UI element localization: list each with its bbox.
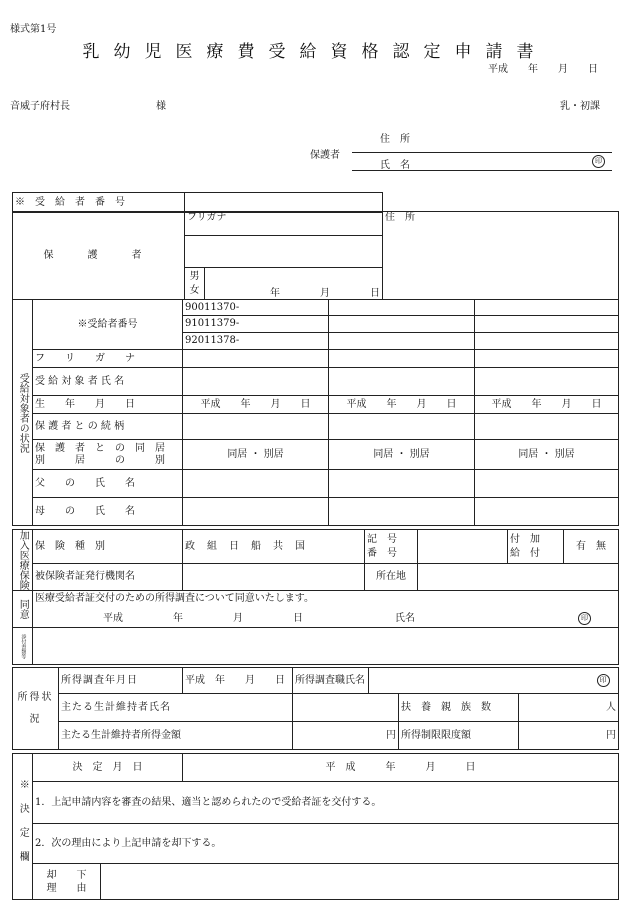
furigana-label: フ リ ガ ナ — [33, 350, 183, 368]
child-1-name[interactable] — [183, 368, 329, 396]
guardian-address[interactable]: 住 所 — [383, 212, 619, 300]
survey-date-label: 所得調査年月日 — [59, 668, 183, 694]
main-income-label: 主たる生計維持者所得金額 — [59, 722, 293, 750]
applicant-role-label: 保護者 — [310, 150, 340, 161]
guardian-furigana[interactable]: フリガナ — [185, 212, 383, 236]
attachments-field[interactable] — [33, 628, 619, 665]
mother-name-label: 母 の 氏 名 — [33, 498, 183, 526]
child-recipient-number-label: ※受給者番号 — [33, 300, 183, 350]
child-2-name[interactable] — [329, 368, 475, 396]
child-2-father[interactable] — [329, 470, 475, 498]
female-option[interactable]: 女 — [189, 284, 200, 296]
recipient-number-label: ※ 受 給 者 番 号 — [13, 193, 185, 213]
child-number-1: 90011370- — [183, 300, 329, 316]
consent-seal: 印 — [578, 612, 591, 625]
decision-side-label: ※決定欄 — [13, 754, 33, 900]
income-side-label: 所得状況 — [13, 668, 59, 750]
child-2-number-extra[interactable] — [475, 316, 619, 333]
department-stamp: 乳・初課 — [560, 101, 600, 112]
father-name-label: 父 の 氏 名 — [33, 470, 183, 498]
consent-date[interactable]: 平成 年 月 日 — [103, 613, 303, 624]
main-earner-field[interactable] — [293, 694, 399, 722]
child-1-number-field[interactable] — [329, 300, 475, 316]
addressee: 音威子府村長 — [10, 101, 70, 112]
cohabitation-label: 保 護 者 と の 同 居 別 居 の 別 — [33, 440, 183, 470]
child-1-relationship[interactable] — [183, 414, 329, 440]
survey-staff-field[interactable] — [369, 668, 619, 694]
guardian-label: 保 護 者 — [13, 212, 185, 300]
insurance-side-label: 加入医療保険 — [13, 530, 33, 591]
relationship-label: 保 護 者 と の 続 柄 — [33, 414, 183, 440]
main-income-field[interactable]: 円 — [293, 722, 399, 750]
child-3-number-extra[interactable] — [475, 333, 619, 350]
issuer-label: 被保険者証発行機関名 — [33, 564, 183, 591]
applicant-address-label: 住 所 — [380, 134, 410, 145]
child-3-furigana[interactable] — [475, 350, 619, 368]
child-1-furigana[interactable] — [183, 350, 329, 368]
form-number: 様式第1号 — [10, 24, 57, 35]
attachments-side-label: 添付書類等 — [13, 628, 33, 665]
child-2-relationship[interactable] — [329, 414, 475, 440]
child-3-mother[interactable] — [475, 498, 619, 526]
guardian-sex-field[interactable] — [185, 268, 205, 300]
child-2-mother[interactable] — [329, 498, 475, 526]
location-field[interactable] — [418, 564, 619, 591]
child-3-dob[interactable]: 平成 年 月 日 — [475, 396, 619, 414]
child-1-father[interactable] — [183, 470, 329, 498]
additional-benefit-options[interactable]: 有 無 — [564, 530, 619, 564]
recipient-number-table — [12, 192, 383, 213]
child-3-relationship[interactable] — [475, 414, 619, 440]
page-title: 乳幼児医療費受給資格認定申請書 — [82, 42, 548, 62]
staff-seal: 印 — [597, 674, 610, 687]
dependents-field[interactable]: 人 — [519, 694, 619, 722]
income-table — [12, 667, 619, 750]
male-option[interactable]: 男 — [189, 270, 200, 282]
child-3-name[interactable] — [475, 368, 619, 396]
insurance-type-options[interactable]: 政 組 日 船 共 国 — [183, 530, 365, 564]
honorific: 様 — [156, 101, 166, 112]
seal-mark: 印 — [592, 155, 605, 168]
symbol-number-label: 記 号 番 号 — [365, 530, 418, 564]
decision-table — [12, 753, 619, 900]
reject-option[interactable]: 2．次の理由により上記申請を却下する。 — [33, 824, 619, 864]
issuer-field[interactable] — [183, 564, 365, 591]
location-label: 所在地 — [365, 564, 418, 591]
consent-table — [12, 590, 619, 665]
child-number-3: 92011378- — [183, 333, 329, 350]
reject-reason-field[interactable] — [101, 864, 619, 900]
child-3-cohabitation[interactable]: 同居 ・ 別居 — [475, 440, 619, 470]
child-3-father[interactable] — [475, 470, 619, 498]
children-table — [12, 299, 619, 526]
approve-option[interactable]: 1．上記申請内容を審査の結果、適当と認められたので受給者証を交付する。 — [33, 782, 619, 824]
address-line — [352, 152, 612, 153]
decision-date-field[interactable]: 平 成 年 月 日 — [183, 754, 619, 782]
child-1-number-extra[interactable] — [475, 300, 619, 316]
consent-name-label: 氏名 — [395, 613, 415, 624]
guardian-dob-field[interactable]: 年 月 日 — [205, 268, 383, 300]
additional-benefit-label: 付 加 給 付 — [508, 530, 564, 564]
recipient-number-field[interactable] — [185, 193, 383, 213]
decision-date-label: 決 定 月 日 — [33, 754, 183, 782]
application-date: 平成 年 月 日 — [488, 64, 598, 75]
child-name-label: 受 給 対 象 者 氏 名 — [33, 368, 183, 396]
child-3-number-field[interactable] — [329, 333, 475, 350]
dependents-label: 扶 養 親 族 数 — [399, 694, 519, 722]
consent-text: 医療受給者証交付のための所得調査について同意いたします。 — [35, 593, 314, 604]
main-earner-label: 主たる生計維持者氏名 — [59, 694, 293, 722]
income-limit-label: 所得制限限度額 — [399, 722, 519, 750]
symbol-number-field[interactable] — [418, 530, 508, 564]
applicant-name-label: 氏 名 — [380, 160, 410, 171]
survey-date-field[interactable]: 平成 年 月 日 — [183, 668, 293, 694]
child-1-cohabitation[interactable]: 同居 ・ 別居 — [183, 440, 329, 470]
guardian-table — [12, 211, 619, 300]
guardian-name-field[interactable] — [185, 236, 383, 268]
reject-reason-label: 却 下 理 由 — [33, 864, 101, 900]
child-2-furigana[interactable] — [329, 350, 475, 368]
child-1-mother[interactable] — [183, 498, 329, 526]
name-line[interactable] — [352, 170, 612, 171]
income-limit-field[interactable]: 円 — [519, 722, 619, 750]
survey-staff-label: 所得調査職氏名 — [293, 668, 369, 694]
child-dob-label: 生 年 月 日 — [33, 396, 183, 414]
child-2-cohabitation[interactable]: 同居 ・ 別居 — [329, 440, 475, 470]
children-side-label: 受給対象者の状況 — [13, 300, 33, 526]
insurance-table — [12, 529, 619, 591]
insurance-type-label: 保 険 種 別 — [33, 530, 183, 564]
consent-side-label: 同意 — [13, 591, 33, 628]
child-number-2: 91011379- — [183, 316, 329, 333]
child-1-dob[interactable]: 平成 年 月 日 — [183, 396, 329, 414]
child-2-number-field[interactable] — [329, 316, 475, 333]
child-2-dob[interactable]: 平成 年 月 日 — [329, 396, 475, 414]
